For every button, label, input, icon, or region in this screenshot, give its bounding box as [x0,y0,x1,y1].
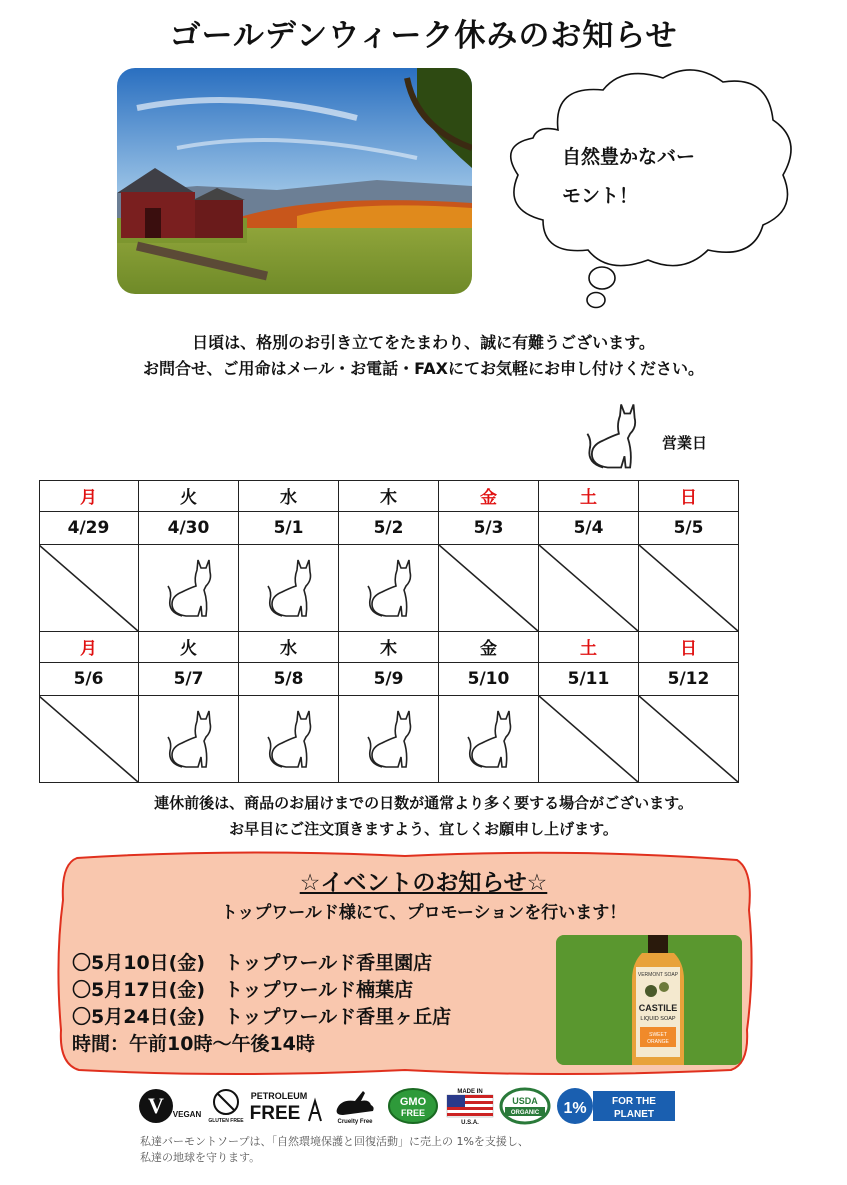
product-name-line1: CASTILE [638,1003,678,1013]
calendar-dow-cell: 土 [539,631,639,663]
calendar-dow-cell: 月 [39,631,139,663]
product-name-line2: LIQUID SOAP [640,1016,676,1022]
usda-label-bottom: ORGANIC [510,1110,540,1116]
petroleum-free-logo [247,1087,327,1125]
closed-slash-icon [39,696,138,782]
calendar-closed-day-cell [539,545,639,632]
vegan-label: VEGAN [172,1110,202,1119]
calendar-open-day-cell [439,696,539,783]
shipping-notice [0,790,847,842]
intro-line1: 日頃は、格別のお引き立てをたまわり、誠に有難うございます。 [192,333,655,352]
usda-organic-logo [499,1087,551,1125]
made-in-usa-logo [445,1087,495,1125]
calendar-dow-cell: 水 [239,480,339,512]
cat-icon [264,556,314,620]
svg-text:V: V [148,1093,164,1118]
calendar-closed-day-cell [439,545,539,632]
legend [582,400,742,472]
calendar-open-day-cell [339,545,439,632]
calendar-date-cell: 5/1 [239,512,339,545]
speech-bubble-text [562,138,742,216]
notice-line1: 連休前後は、商品のお届けまでの日数が通常より多く要する場合がございます。 [154,794,693,812]
planet-number: 1% [563,1100,587,1117]
calendar-closed-day-cell [539,696,639,783]
calendar-date-cell: 5/4 [539,512,639,545]
calendar-open-day-cell [139,545,239,632]
cat-icon [164,556,214,620]
calendar-dow-cell: 火 [139,631,239,663]
calendar-closed-day-cell [639,545,739,632]
calendar-date-cell: 5/2 [339,512,439,545]
event-item-2: 〇5月17日(金) トップワールド楠葉店 [72,979,414,1001]
usa-label: U.S.A. [461,1120,479,1125]
calendar-date-cell: 5/5 [639,512,739,545]
one-percent-for-the-planet-logo [555,1087,677,1125]
gluten-label: GLUTEN FREE [208,1118,244,1124]
calendar-open-day-cell [239,545,339,632]
calendar-date-cell: 5/8 [239,663,339,696]
footnote-line1: 私達バーモントソープは、「自然環境保護と回復活動」に売上の 1%を支援し、 [140,1135,529,1148]
business-calendar [39,480,739,783]
calendar-closed-day-cell [39,545,139,632]
calendar-dow-cell: 月 [39,480,139,512]
intro-text [0,330,847,382]
calendar-dow-cell: 日 [639,480,739,512]
calendar-date-cell: 5/11 [539,663,639,696]
cruelty-label: Cruelty Free [337,1119,373,1125]
footnote [140,1134,700,1166]
cat-icon [364,707,414,771]
intro-line2: お問合せ、ご用命はメール・お電話・FAXにてお気軽にお申し付けください。 [142,359,704,378]
calendar-dow-cell: 金 [439,631,539,663]
event-schedule [72,950,451,1058]
cat-icon [364,556,414,620]
calendar-date-cell: 4/29 [39,512,139,545]
certification-logos [137,1087,677,1125]
calendar-date-cell: 5/6 [39,663,139,696]
calendar-date-cell: 5/7 [139,663,239,696]
gmo-label-top: GMO [399,1096,427,1108]
speech-bubble-line1: 自然豊かなバー [562,146,696,168]
calendar-date-cell: 5/9 [339,663,439,696]
calendar-dow-cell: 火 [139,480,239,512]
closed-slash-icon [39,545,138,631]
vegan-logo [137,1087,207,1125]
calendar-date-cell: 5/12 [639,663,739,696]
product-variant-line1: SWEET [649,1032,667,1038]
event-subtitle: トップワールド様にて、プロモーションを行います！ [220,903,627,923]
planet-label-top: FOR THE [612,1096,656,1107]
usda-label-top: USDA [512,1096,538,1106]
petroleum-label-top: PETROLEUM [250,1091,308,1101]
calendar-closed-day-cell [639,696,739,783]
closed-slash-icon [539,545,638,631]
calendar-open-day-cell [139,696,239,783]
petroleum-label-bottom: FREE [249,1103,301,1124]
calendar-date-cell: 4/30 [139,512,239,545]
notice-line2: お早目にご注文頂きますよう、宜しくお願申し上げます。 [229,820,618,838]
page-title: ゴールデンウィーク休みのお知らせ [169,18,678,54]
cat-icon [582,400,640,472]
calendar-dow-cell: 水 [239,631,339,663]
legend-label: 営業日 [662,434,708,452]
calendar-date-cell: 5/10 [439,663,539,696]
calendar-dow-cell: 土 [539,480,639,512]
speech-bubble-line2: モント！ [562,185,639,207]
closed-slash-icon [639,696,738,782]
event-item-3: 〇5月24日(金) トップワールド香里ヶ丘店 [72,1006,452,1028]
closed-slash-icon [639,545,738,631]
cat-icon [464,707,514,771]
closed-slash-icon [439,545,538,631]
calendar-dow-cell: 木 [339,631,439,663]
event-time: 時間：午前10時～午後14時 [72,1033,315,1055]
gluten-free-logo [207,1087,245,1125]
made-in-label: MADE IN [457,1089,483,1095]
event-item-1: 〇5月10日(金) トップワールド香里園店 [72,952,433,974]
cruelty-free-logo [329,1087,381,1125]
product-brand: VERMONT SOAP [637,972,679,978]
cat-icon [264,707,314,771]
gmo-label-bottom: FREE [400,1108,426,1118]
calendar-open-day-cell [339,696,439,783]
calendar-open-day-cell [239,696,339,783]
footnote-line2: 私達の地球を守ります。 [140,1151,261,1164]
calendar-date-cell: 5/3 [439,512,539,545]
vermont-barn-landscape-photo [117,68,472,294]
gmo-free-logo [387,1087,439,1125]
closed-slash-icon [539,696,638,782]
event-title: ☆イベントのお知らせ☆ [299,870,548,896]
calendar-dow-cell: 日 [639,631,739,663]
cat-icon [164,707,214,771]
planet-label-bottom: PLANET [614,1109,654,1120]
calendar-closed-day-cell [39,696,139,783]
calendar-dow-cell: 木 [339,480,439,512]
product-variant-line2: ORANGE [647,1039,669,1045]
castile-soap-product-photo [556,935,742,1065]
calendar-dow-cell: 金 [439,480,539,512]
